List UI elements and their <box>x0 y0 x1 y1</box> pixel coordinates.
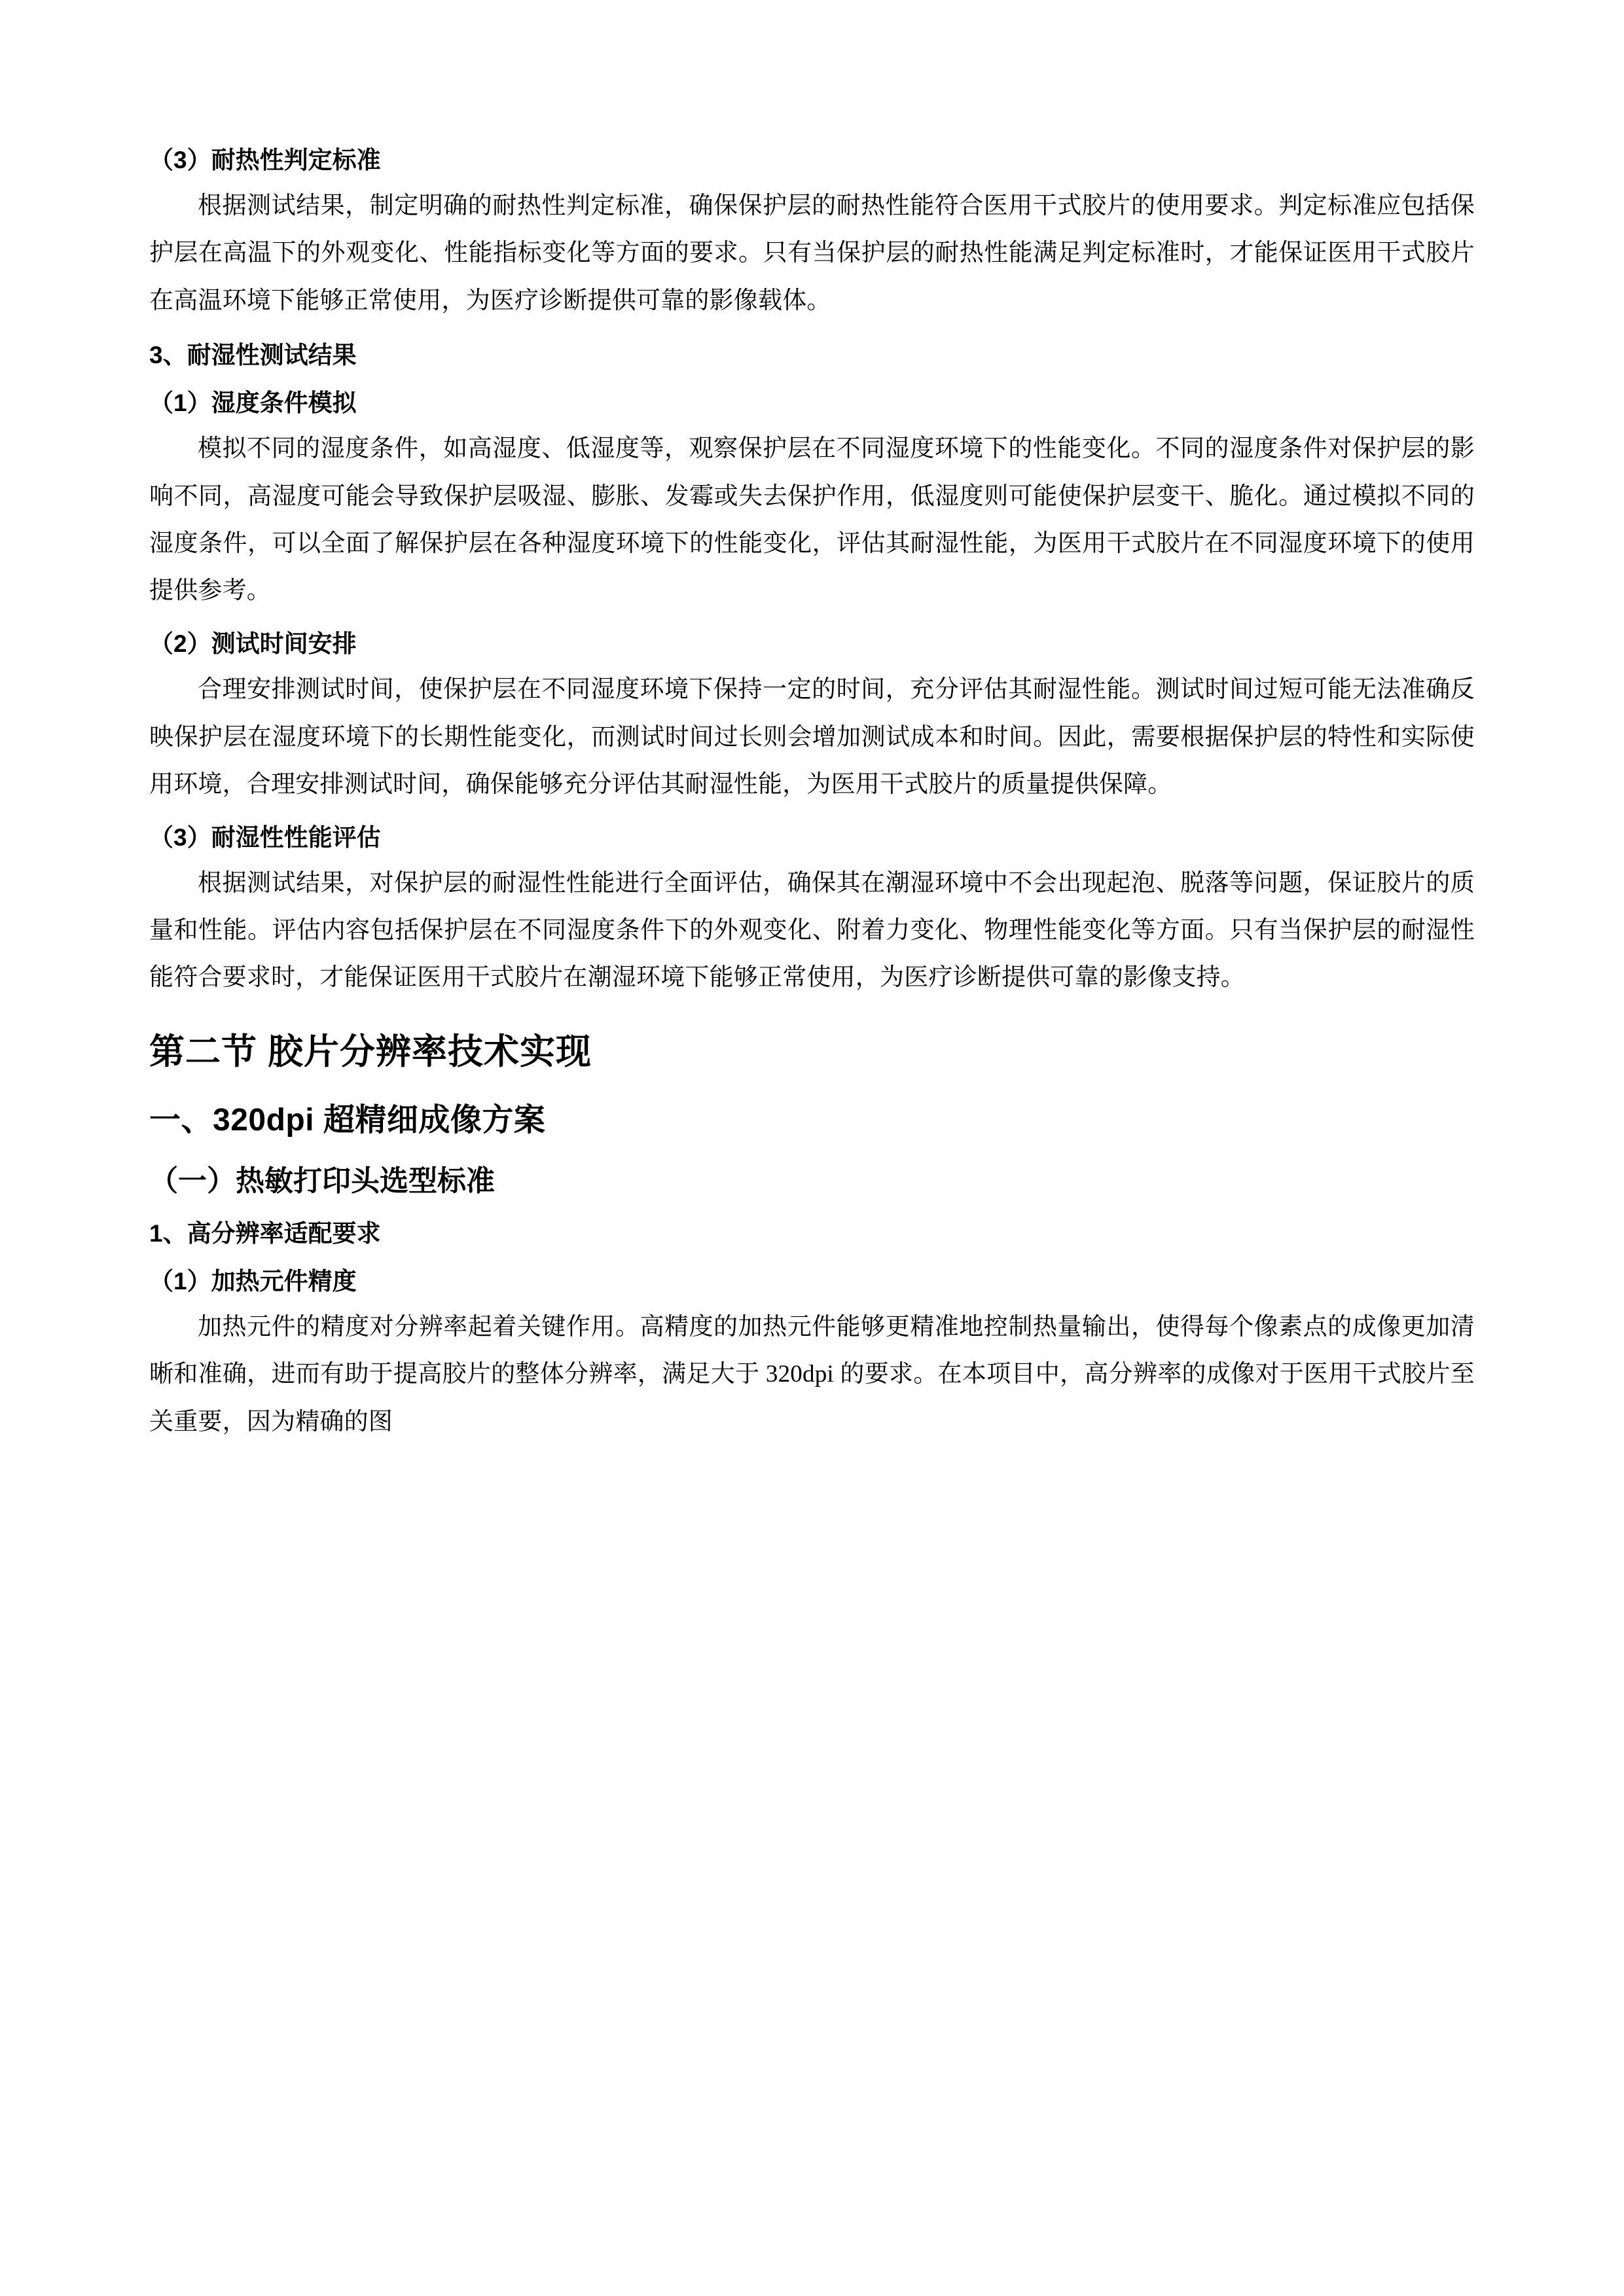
paragraph-test-time-arrangement: 合理安排测试时间，使保护层在不同湿度环境下保持一定的时间，充分评估其耐湿性能。测试时间过短可能无法准确反映保护层在湿度环境下的长期性能变化，而测试时间过长则会增加测试成本和时间。因此，需要根据保护层的特性和实际使用环境，合理安排测试时间，确保能够充分评估其耐湿性能，为医用干式胶片的质量提供保障。 <box>149 676 1475 798</box>
paragraph-heating-element-precision: 加热元件的精度对分辨率起着关键作用。高精度的加热元件能够更精准地控制热量输出，使得每个像素点的成像更加清晰和准确，进而有助于提高胶片的整体分辨率，满足大于 320dpi 的要求。在本项目中，高分辨率的成像对于医用干式胶片至关重要，因为精确的图 <box>149 1314 1475 1435</box>
heading-high-resolution-requirements: 1、高分辨率适配要求 <box>149 1219 381 1247</box>
heading-heat-resistance-criteria: （3）耐热性判定标准 <box>149 147 381 173</box>
heading-humidity-simulation: （1）湿度条件模拟 <box>149 389 357 417</box>
heading-thermal-printhead-selection: （一）热敏打印头选型标准 <box>149 1164 495 1197</box>
heading-heating-element-precision: （1）加热元件精度 <box>149 1267 357 1295</box>
page-content <box>149 141 1475 1446</box>
heading-section-two: 第二节 胶片分辨率技术实现 <box>149 1031 592 1071</box>
paragraph-heat-resistance-criteria: 根据测试结果，制定明确的耐热性判定标准，确保保护层的耐热性能符合医用干式胶片的使用要求。判定标准应包括保护层在高温下的外观变化、性能指标变化等方面的要求。只有当保护层的耐热性能满足判定标准时，才能保证医用干式胶片在高温环境下能够正常使用，为医疗诊断提供可靠的影像载体。 <box>149 192 1475 314</box>
heading-320dpi-imaging-scheme: 一、320dpi 超精细成像方案 <box>149 1102 546 1138</box>
paragraph-humidity-simulation: 模拟不同的湿度条件，如高湿度、低湿度等，观察保护层在不同湿度环境下的性能变化。不同的湿度条件对保护层的影响不同，高湿度可能会导致保护层吸湿、膨胀、发霉或失去保护作用，低湿度则可能使保护层变干、脆化。通过模拟不同的湿度条件，可以全面了解保护层在各种湿度环境下的性能变化，评估其耐湿性能，为医用干式胶片在不同湿度环境下的使用提供参考。 <box>149 435 1475 604</box>
paragraph-humidity-performance-evaluation: 根据测试结果，对保护层的耐湿性性能进行全面评估，确保其在潮湿环境中不会出现起泡、脱落等问题，保证胶片的质量和性能。评估内容包括保护层在不同湿度条件下的外观变化、附着力变化、物理性能变化等方面。只有当保护层的耐湿性能符合要求时，才能保证医用干式胶片在潮湿环境下能够正常使用，为医疗诊断提供可靠的影像支持。 <box>149 870 1475 992</box>
heading-humidity-performance-evaluation: （3）耐湿性性能评估 <box>149 823 381 851</box>
heading-test-time-arrangement: （2）测试时间安排 <box>149 630 357 658</box>
heading-humidity-test-results: 3、耐湿性测试结果 <box>149 341 357 368</box>
